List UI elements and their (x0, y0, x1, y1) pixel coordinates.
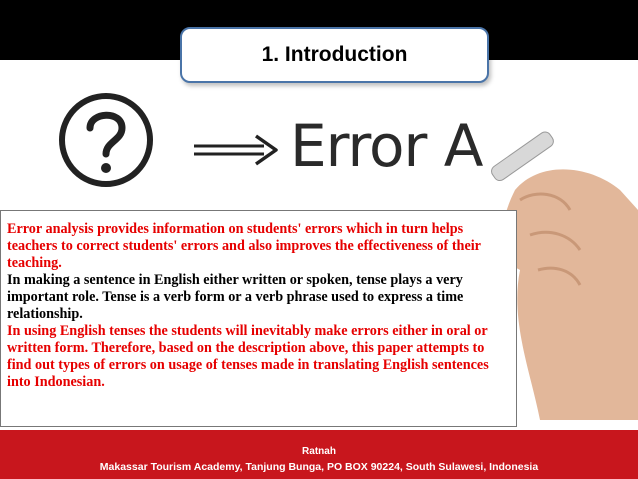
background-word: Error A (290, 112, 483, 180)
paragraph-tense-role: In making a sentence in English either written or spoken, tense plays a very important role. Tense is a verb form or a verb phrase used to express a time relationship. (7, 272, 464, 322)
footer-affiliation: Makassar Tourism Academy, Tanjung Bunga, PO BOX 90224, South Sulawesi, Indonesia (99, 461, 539, 473)
paragraph-error-analysis: Error analysis provides information on students' errors which in turn helps teachers to correct students' errors and also improves the effectiveness of their teaching. (7, 221, 481, 271)
question-mark-icon (56, 90, 156, 190)
footer-bar (0, 430, 638, 479)
slide-title-box (180, 27, 489, 83)
footer-author: Ratnah (302, 446, 336, 457)
body-text-box (0, 210, 517, 427)
slide-title: 1. Introduction (261, 43, 408, 66)
paragraph-paper-aim: In using English tenses the students will inevitably make errors either in oral or written form. Therefore, based on the description above, this paper attempts to find out types of errors on usage of tenses made in translating English sentences into Indonesian. (7, 323, 489, 390)
arrow-right-icon (192, 130, 280, 170)
